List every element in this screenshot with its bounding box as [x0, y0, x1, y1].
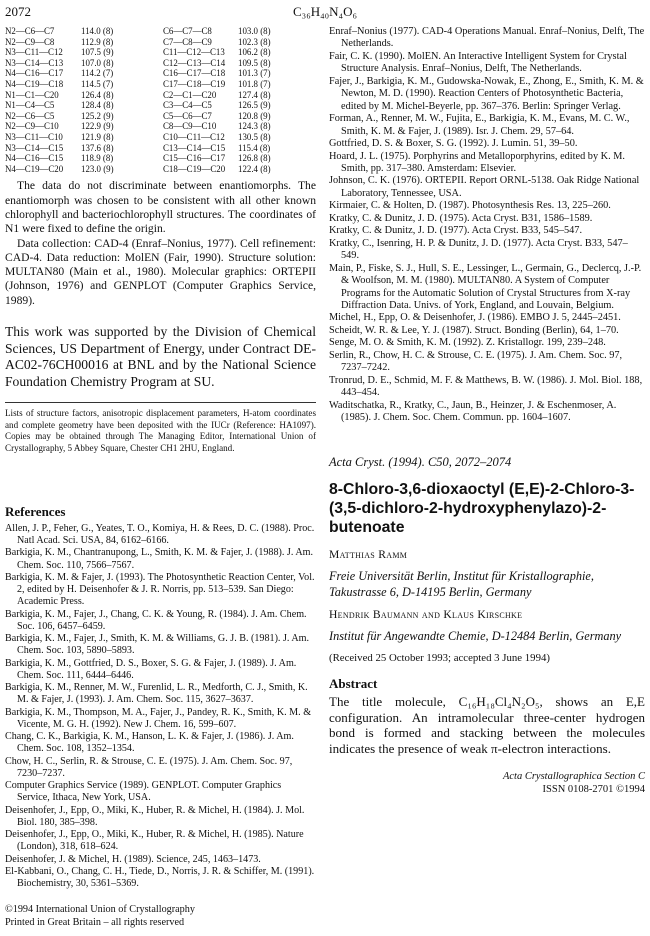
- left-column: [5, 26, 316, 929]
- header-formula: C₃₆H₄₀N₄O₆: [292, 4, 358, 19]
- angle-atoms: C10—C11—C12: [163, 131, 225, 142]
- angle-value: 127.4 (8): [238, 89, 271, 100]
- angle-value: 125.2 (9): [81, 110, 114, 121]
- angle-value: 128.4 (8): [81, 100, 114, 111]
- references-list-left: [5, 523, 316, 891]
- reference-item: Senge, M. O. & Smith, K. M. (1992). Z. Kristallogr. 199, 239–248.: [329, 337, 606, 349]
- angle-value: 130.5 (8): [238, 131, 271, 142]
- angle-row: [5, 58, 316, 69]
- reference-item: Deisenhofer, J., Epp, O., Miki, K., Huber, R. & Michel, H. (1984). J. Mol. Biol. 180, 385–398.: [5, 804, 305, 828]
- angle-value: 122.4 (8): [238, 163, 271, 174]
- angle-atoms: C18—C19—C20: [163, 163, 226, 174]
- angle-atoms: C3—C4—C5: [163, 100, 212, 111]
- angle-row: [5, 100, 316, 111]
- angle-atoms: C8—C9—C10: [163, 121, 217, 132]
- article-title: 8-Chloro-3,6-dioxaoctyl (E,E)-2-Chloro-3-(3,5-dichloro-2-hydroxyphenylazo)-2-butenoate: [329, 480, 635, 537]
- reference-item: Barkigia, K. M., Renner, M. W., Furenlid, L. R., Medforth, C. J., Smith, K. M. & Fajer, J. (1993). J. Am. Chem. Soc. 115, 3627–3637.: [5, 682, 308, 706]
- reference-item: Kratky, C., Isenring, H. P. & Dunitz, J. D. (1977). Acta Cryst. B33, 547–549.: [329, 237, 628, 262]
- angle-value: 102.3 (8): [238, 36, 271, 47]
- reference-item: Chang, C. K., Barkigia, K. M., Hanson, L. K. & Fajer, J. (1986). J. Am. Chem. Soc. 108, 1352–1354.: [5, 731, 294, 755]
- angle-row: [5, 111, 316, 122]
- angle-value: 126.8 (8): [238, 153, 271, 164]
- angle-atoms: N4—C16—C17: [5, 68, 64, 79]
- angle-value: 103.0 (8): [238, 26, 271, 36]
- angle-value: 107.5 (9): [81, 47, 114, 58]
- angle-atoms: C15—C16—C17: [163, 153, 226, 164]
- deposition-note: Lists of structure factors, anisotropic displacement parameters, H-atom coordinates and complete geometry have been deposited with the IUCr (Reference: HA1097). Copies may be obtained through The Managing Editor, International Union of Crystallography, 5 Abbey Square, Chester CH1 2HU, England.: [5, 402, 316, 454]
- abstract-heading: Abstract: [329, 676, 378, 692]
- enantiomorph-paragraph: The data do not discriminate between enantiomorphs. The enantiomorph was chosen to be consistent with all other known chlorophyll and bacteriochlorophyll structures. The coordinates of N1 were fixed to define the origin.: [5, 179, 316, 236]
- angle-atoms: N3—C11—C10: [5, 131, 63, 142]
- reference-item: Fajer, J., Barkigia, K. M., Gudowska-Nowak, E., Zhong, E., Smith, K. M. & Newton, M. D. (1990). Reaction Centers of Photosynthetic Bacteria, edited by M. Michel-Beyerle, pp. 367–376. Berlin: Springer Verlag.: [329, 75, 644, 112]
- angle-atoms: C5—C6—C7: [163, 110, 212, 121]
- angle-atoms: N2—C9—C10: [5, 121, 59, 132]
- angle-atoms: N3—C11—C12: [5, 47, 63, 58]
- angle-atoms: N2—C6—C5: [5, 110, 55, 121]
- reference-item: El-Kabbani, O., Chang, C. H., Tiede, D., Norris, J. R. & Schiffer, M. (1991). Biochemistry, 30, 5361–5369.: [5, 865, 315, 890]
- angle-atoms: C16—C17—C18: [163, 68, 226, 79]
- reference-item: Waditschatka, R., Kratky, C., Jaun, B., Heinzer, J. & Eschenmoser, A. (1985). J. Chem. Soc. Chem. Commun. pp. 1604–1607.: [329, 399, 617, 424]
- angle-atoms: N1—C1—C20: [5, 89, 59, 100]
- article-block: [329, 455, 645, 757]
- angle-atoms: N2—C9—C8: [5, 36, 55, 47]
- angle-value: 126.5 (9): [238, 100, 271, 111]
- angle-value: 121.9 (8): [81, 131, 114, 142]
- angle-row: [5, 47, 316, 58]
- angle-value: 115.4 (8): [238, 142, 271, 153]
- reference-item: Barkigia, K. M., Thompson, M. A., Fajer, J., Pandey, R. K., Smith, K. M. & Vicente, M. G. H. (1992). New J. Chem. 16, 599–607.: [5, 706, 312, 730]
- reference-item: Gottfried, D. S. & Boxer, S. G. (1992). J. Lumin. 51, 39–50.: [329, 138, 578, 150]
- affiliation-1: Freie Universität Berlin, Institut für Kristallographie, Takustrasse 6, D-14195 Berlin, Germany: [329, 569, 594, 599]
- reference-item: Barkigia, K. M. & Fajer, J. (1993). The Photosynthetic Reaction Center, Vol. 2, edited by H. Deisenhofer & J. R. Norris, pp. 513–539. San Diego: Academic Press.: [5, 571, 315, 608]
- angle-atoms: C13—C14—C15: [163, 142, 226, 153]
- angle-value: 101.3 (7): [238, 68, 271, 79]
- angle-row: [5, 79, 316, 90]
- right-column: [329, 26, 645, 796]
- angle-row: [5, 26, 316, 37]
- angle-value: 114.2 (7): [81, 68, 114, 79]
- angle-atoms: N3—C14—C13: [5, 57, 64, 68]
- reference-item: Main, P., Fiske, S. J., Hull, S. E., Lessinger, L., Germain, G., Declercq, J.-P. & Woolfson, M. M. (1980). MULTAN80. A System of Computer Programs for the Automatic Solution of Crystal Structures from X-ray Diffraction Data. Univs. of York, England, and Louvain, Belgium.: [329, 262, 642, 311]
- angle-value: 114.0 (8): [81, 26, 114, 36]
- reference-item: Michel, H., Epp, O. & Deisenhofer, J. (1986). EMBO J. 5, 2445–2451.: [329, 312, 621, 324]
- angle-atoms: C12—C13—C14: [163, 57, 226, 68]
- reference-item: Kratky, C. & Dunitz, J. D. (1977). Acta Cryst. B33, 545–547.: [329, 225, 583, 237]
- page-number: 2072: [5, 4, 31, 19]
- abstract-text: The title molecule, C₁₆H₁₈Cl₄N₂O₅, shows an E,E configuration. An intramolecular three-center hydrogen bond is formed and stacking between the molecules indicates the presence of weak π-electron interactions.: [329, 694, 645, 756]
- angle-value: 112.9 (8): [81, 36, 114, 47]
- angle-row: [5, 90, 316, 101]
- angle-atoms: N4—C16—C15: [5, 153, 64, 164]
- references-list-right: [329, 26, 645, 425]
- angle-atoms: C7—C8—C9: [163, 36, 212, 47]
- angle-row: [5, 164, 316, 175]
- angle-row: [5, 153, 316, 164]
- copyright-footer: [5, 904, 316, 928]
- reference-item: Johnson, C. K. (1976). ORTEPII. Report ORNL-5138. Oak Ridge National Laboratory, Tennessee, USA.: [329, 175, 640, 199]
- data-collection-paragraph: Data collection: CAD-4 (Enraf–Nonius, 1977). Cell refinement: CAD-4. Data reduction: MolEN (Fair, 1990). Structure solution: MULTAN80 (Main et al., 1980). Molecular graphics: ORTEPII (Johnson, 1976) and GENPLOT (Computer Graphics Service, 1989).: [5, 236, 316, 307]
- references-heading: References: [5, 503, 66, 519]
- reference-item: Forman, A., Renner, M. W., Fujita, E., Barkigia, K. M., Evans, M. C. W., Smith, K. M. & Fajer, J. (1989). Isr. J. Chem. 29, 57–64.: [329, 113, 630, 137]
- reference-item: Kratky, C. & Dunitz, J. D. (1975). Acta Cryst. B31, 1586–1589.: [329, 212, 593, 224]
- angle-value: 101.8 (7): [238, 78, 271, 89]
- angle-value: 114.5 (7): [81, 78, 114, 89]
- angle-value: 126.4 (8): [81, 89, 114, 100]
- reference-item: Enraf–Nonius (1977). CAD-4 Operations Manual. Enraf–Nonius, Delft, The Netherlands.: [329, 26, 645, 50]
- author-1: Matthias Ramm: [329, 548, 408, 562]
- bond-angle-table: [5, 26, 316, 174]
- angle-value: 107.0 (8): [81, 57, 114, 68]
- reference-item: Allen, J. P., Feher, G., Yeates, T. O., Komiya, H. & Rees, D. C. (1988). Proc. Natl Acad. Sci. USA, 84, 6162–6166.: [5, 522, 315, 547]
- angle-row: [5, 143, 316, 154]
- angle-value: 120.8 (9): [238, 110, 271, 121]
- reference-item: Barkigia, K. M., Fajer, J., Smith, K. M. & Williams, G. J. B. (1981). J. Am. Chem. Soc. 103, 5890–5893.: [5, 633, 310, 657]
- angle-value: 106.2 (8): [238, 47, 271, 58]
- angle-atoms: C11—C12—C13: [163, 47, 225, 58]
- author-2: Hendrik Baumann and Klaus Kirschke: [329, 607, 523, 621]
- issn: ISSN 0108-2701 ©1994: [542, 783, 645, 795]
- angle-atoms: N2—C6—C7: [5, 26, 55, 36]
- page-header: [5, 4, 645, 22]
- angle-atoms: N1—C4—C5: [5, 100, 55, 111]
- angle-atoms: N4—C19—C20: [5, 163, 64, 174]
- reference-item: Fair, C. K. (1990). MolEN. An Interactive Intelligent System for Crystal Structure Analysis. Enraf–Nonius, Delft, The Netherlands.: [329, 50, 627, 75]
- reference-item: Barkigia, K. M., Fajer, J., Chang, C. K. & Young, R. (1984). J. Am. Chem. Soc. 106, 6457–6459.: [5, 608, 307, 632]
- reference-item: Serlin, R., Chow, H. C. & Strouse, C. E. (1975). J. Am. Chem. Soc. 97, 7237–7242.: [329, 349, 623, 374]
- angle-atoms: N3—C14—C15: [5, 142, 64, 153]
- angle-atoms: C6—C7—C8: [163, 26, 212, 36]
- reference-item: Barkigia, K. M., Chantranupong, L., Smith, K. M. & Fajer, J. (1988). J. Am. Chem. Soc. 110, 7566–7567.: [5, 547, 313, 571]
- reference-item: Hoard, J. L. (1975). Porphyrins and Metalloporphyrins, edited by K. M. Smith, pp. 317–380. Amsterdam: Elsevier.: [329, 150, 625, 174]
- angle-row: [5, 68, 316, 79]
- angle-value: 124.3 (8): [238, 121, 271, 132]
- journal-citation: Acta Cryst. (1994). C50, 2072–2074: [329, 454, 512, 469]
- received-dates: (Received 25 October 1993; accepted 3 June 1994): [329, 652, 550, 665]
- journal-footer: [329, 771, 645, 796]
- angle-row: [5, 121, 316, 132]
- angle-value: 109.5 (8): [238, 57, 271, 68]
- reference-item: Scheidt, W. R. & Lee, Y. J. (1987). Struct. Bonding (Berlin), 64, 1–70.: [329, 324, 619, 336]
- angle-row: [5, 37, 316, 48]
- reference-item: Chow, H. C., Serlin, R. & Strouse, C. E. (1975). J. Am. Chem. Soc. 97, 7230–7237.: [5, 755, 293, 779]
- journal-section: Acta Crystallographica Section C: [502, 771, 645, 783]
- angle-atoms: C17—C18—C19: [163, 78, 226, 89]
- reference-item: Kirmaier, C. & Holten, D. (1987). Photosynthesis Res. 13, 225–260.: [329, 200, 611, 212]
- angle-value: 122.9 (9): [81, 121, 114, 132]
- angle-atoms: C2—C1—C20: [163, 89, 217, 100]
- affiliation-2: Institut für Angewandte Chemie, D-12484 Berlin, Germany: [329, 628, 622, 643]
- copyright-line: ©1994 International Union of Crystallography: [5, 904, 195, 916]
- reference-item: Tronrud, D. E., Schmid, M. F. & Matthews, B. W. (1986). J. Mol. Biol. 188, 443–454.: [329, 374, 643, 399]
- angle-atoms: N4—C19—C18: [5, 78, 64, 89]
- acknowledgement: This work was supported by the Division of Chemical Sciences, US Department of Energy, under Contract DE-AC02-76CH00016 at BNL and by the National Science Foundation Chemistry Program at SU.: [5, 323, 316, 389]
- reference-item: Barkigia, K. M., Gottfried, D. S., Boxer, S. G. & Fajer, J. (1989). J. Am. Chem. Soc. 111, 6444–6446.: [5, 657, 297, 681]
- angle-value: 137.6 (8): [81, 142, 114, 153]
- angle-row: [5, 132, 316, 143]
- angle-value: 118.9 (8): [81, 153, 114, 164]
- angle-value: 123.0 (9): [81, 163, 114, 174]
- reference-item: Computer Graphics Service (1989). GENPLOT. Computer Graphics Service, Ithaca, New York, USA.: [5, 780, 282, 804]
- printed-line: Printed in Great Britain – all rights reserved: [5, 916, 185, 928]
- reference-item: Deisenhofer, J., Epp, O., Miki, K., Huber, R. & Michel, H. (1985). Nature (London), 318, 618–624.: [5, 829, 304, 853]
- reference-item: Deisenhofer, J. & Michel, H. (1989). Science, 245, 1463–1473.: [5, 853, 261, 865]
